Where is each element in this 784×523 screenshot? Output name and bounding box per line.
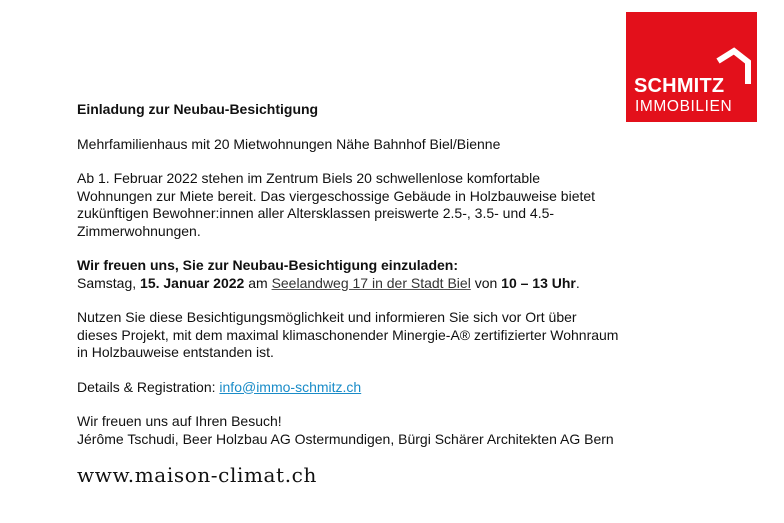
closing-line: Wir freuen uns auf Ihren Besuch!	[77, 413, 282, 429]
event-end: .	[575, 274, 580, 291]
event-day: Samstag,	[77, 274, 141, 291]
project-subtitle: Mehrfamilienhaus mit 20 Mietwohnungen Nähe Bahnhof Biel/Bienne	[77, 135, 501, 152]
signature-line: Jérôme Tschudi, Beer Holzbau AG Ostermundigen, Bürgi Schärer Architekten AG Bern	[77, 430, 614, 447]
registration-email-link[interactable]: info@immo-schmitz.ch	[219, 378, 362, 395]
event-at: am	[244, 274, 272, 291]
details-paragraph	[77, 309, 657, 362]
intro-line: Wohnungen zur Miete bereit. Das viergeschossige Gebäude in Holzbauweise bietet	[77, 187, 596, 204]
event-details	[77, 275, 657, 293]
intro-line: zukünftigen Bewohner:innen aller Altersklassen preiswerte 2.5-, 3.5- und 4.5-	[77, 205, 555, 221]
website-url: www.maison-climat.ch	[77, 463, 317, 487]
event-from: von	[470, 274, 502, 291]
details-line: dieses Projekt, mit dem maximal klimaschonender Minergie-A® zertifizierter Wohnraum	[77, 326, 619, 343]
event-address-link[interactable]: Seelandweg 17 in der Stadt Biel	[271, 274, 471, 291]
invitation-title: Einladung zur Neubau-Besichtigung	[77, 101, 319, 117]
intro-paragraph	[77, 170, 657, 240]
details-line: Nutzen Sie diese Besichtigungsmöglichkeit und informieren Sie sich vor Ort über	[77, 309, 577, 325]
details-line: in Holzbauweise entstanden ist.	[77, 344, 274, 360]
registration-line	[77, 379, 657, 397]
intro-line: Zimmerwohnungen.	[77, 222, 201, 239]
event-time: 10 – 13 Uhr	[501, 274, 576, 291]
registration-label: Details & Registration:	[77, 378, 220, 395]
logo-name: SCHMITZ	[634, 75, 725, 97]
intro-line: Ab 1. Februar 2022 stehen im Zentrum Biels 20 schwellenlose komfortable	[77, 170, 541, 186]
invite-heading: Wir freuen uns, Sie zur Neubau-Besichtigung einzuladen:	[77, 257, 459, 273]
invitation-body	[77, 101, 657, 448]
logo-subtitle: IMMOBILIEN	[635, 98, 733, 115]
event-date: 15. Januar 2022	[140, 274, 245, 291]
